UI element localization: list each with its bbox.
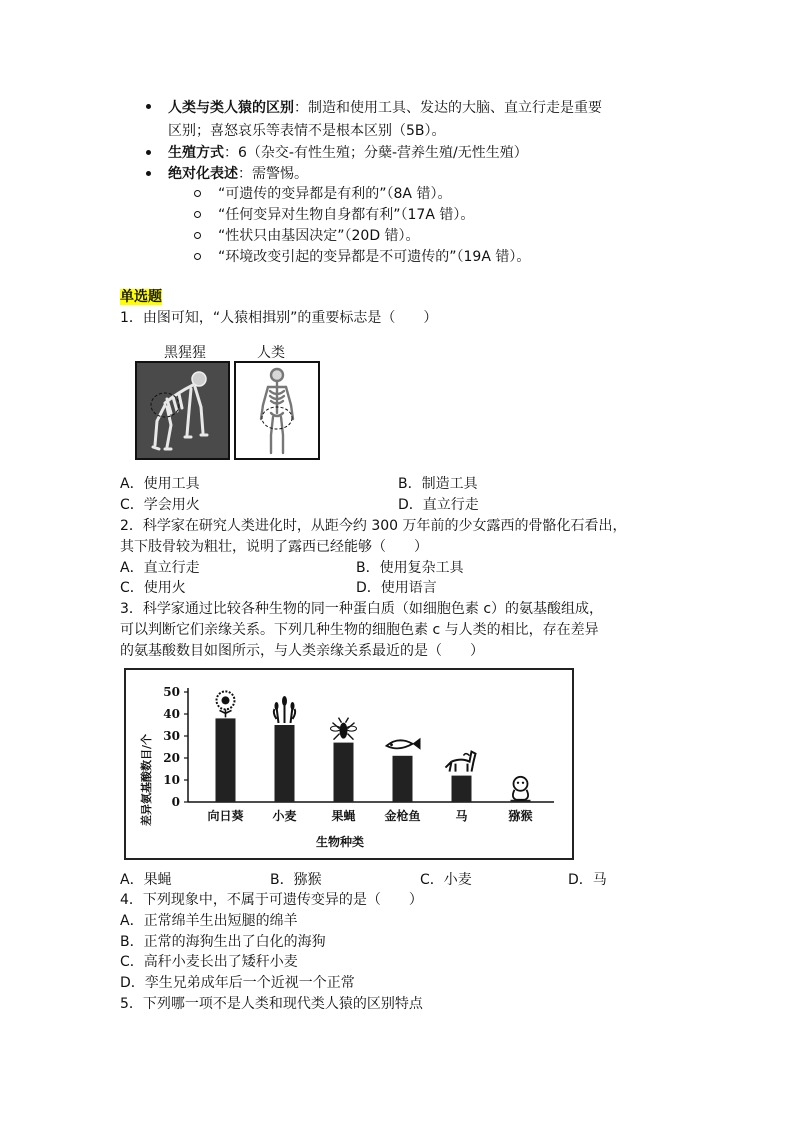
q1-option-b: B．制造工具 [398,476,478,492]
y-axis-label: 差异氨基酸数目/个 [140,733,153,826]
q3-stem-line-2: 可以判断它们亲缘关系。下列几种生物的细胞色素 c 与人类的相比，存在差异 [120,622,599,638]
q2-stem-line-1: 2．科学家在研究人类进化时，从距今约 300 万年前的少女露西的骨骼化石看出， [120,518,627,534]
bullet-dot [146,150,151,155]
sub-bullet-circle [194,232,201,239]
x-tick-label: 向日葵 [207,809,244,823]
q3-option-b: B．猕猴 [270,872,322,888]
section-title [120,286,162,306]
q1-img-label-chimp: 黑猩猩 [164,345,206,361]
q2-option-d: D．使用语言 [356,580,437,596]
q1-option-a: A．使用工具 [120,476,200,492]
chimp-skeleton-icon [137,363,228,458]
bar-小麦 [275,725,295,802]
bar-果蝇 [334,743,354,802]
q2-option-b: B．使用复杂工具 [356,560,464,576]
y-tick-label: 40 [163,707,180,721]
bullet-2-line [168,142,528,162]
bullet-1-text-b: 区别；喜怒哀乐等表情不是根本区别（5B）。 [168,123,446,139]
sub-item-3: “性状只由基因决定”（20D 错）。 [218,228,420,244]
x-tick-label: 金枪鱼 [384,809,421,823]
q1-img-label-human: 人类 [257,345,285,361]
sub-item-1: “可遗传的变异都是有利的”（8A 错）。 [218,186,452,202]
y-tick-label: 0 [171,795,180,809]
y-tick-label: 50 [163,685,180,699]
q3-option-d: D．马 [568,872,607,888]
bullet-1-line-1 [168,97,602,117]
q4-option-c: C．高秆小麦长出了矮秆小麦 [120,954,298,970]
x-axis-label: 生物种类 [315,835,365,849]
chimp-skeleton-image [135,361,230,460]
sub-bullet-circle [194,253,201,260]
q3-stem-line-1: 3．科学家通过比较各种生物的同一种蛋白质（如细胞色素 c）的氨基酸组成， [120,601,604,617]
q4-stem: 4．下列现象中，不属于可遗传变异的是（ ） [120,892,423,908]
x-tick-label: 果蝇 [331,809,356,823]
q4-option-a: A．正常绵羊生出短腿的绵羊 [120,913,298,929]
y-tick-label: 10 [163,773,180,787]
q4-option-b: B．正常的海狗生出了白化的海狗 [120,934,326,950]
bar-马 [452,776,472,802]
bullet-1-text-a: ：制造和使用工具、发达的大脑、直立行走是重要 [294,100,602,116]
q3-option-c: C．小麦 [420,872,472,888]
bullet-2-text: ：6（杂交-有性生殖；分蘖-营养生殖/无性生殖） [224,145,528,161]
sub-item-4: “环境改变引起的变异都是不可遗传的”（19A 错）。 [218,249,531,265]
human-skeleton-icon [236,363,318,458]
sub-item-2: “任何变异对生物自身都有利”（17A 错）。 [218,207,475,223]
y-tick-label: 30 [163,729,180,743]
x-tick-label: 猕猴 [508,809,533,823]
bullet-3-text: ：需警惕。 [238,166,308,182]
q2-option-a: A．直立行走 [120,560,200,576]
q1-option-c: C．学会用火 [120,497,200,513]
x-tick-label: 马 [455,809,468,823]
bullet-dot [146,104,151,109]
section-title-text: 单选题 [120,289,162,305]
q3-option-a: A．果蝇 [120,872,172,888]
q4-option-d: D．孪生兄弟成年后一个近视一个正常 [120,975,355,991]
bullet-3-line [168,163,308,183]
chart-svg [124,668,574,860]
sub-bullet-circle [194,211,201,218]
sub-bullet-circle [194,190,201,197]
q1-stem: 1．由图可知，“人猿相揖别”的重要标志是（ ） [120,310,438,326]
amino-acid-difference-chart [124,668,574,860]
q5-stem: 5．下列哪一项不是人类和现代类人猿的区别特点 [120,996,423,1012]
bullet-2-term: 生殖方式 [168,145,224,161]
bar-金枪鱼 [393,756,413,802]
bullet-3-term: 绝对化表述 [168,166,238,182]
q1-option-d: D．直立行走 [398,497,479,513]
q2-option-c: C．使用火 [120,580,186,596]
q3-stem-line-3: 的氨基酸数目如图所示，与人类亲缘关系最近的是（ ） [120,643,484,659]
y-tick-label: 20 [163,751,180,765]
q2-stem-line-2: 其下肢骨较为粗壮，说明了露西已经能够（ ） [120,539,428,555]
x-tick-label: 小麦 [272,809,297,823]
bullet-1-term: 人类与类人猿的区别 [168,100,294,116]
human-skeleton-image [234,361,320,460]
bullet-dot [146,171,151,176]
bar-向日葵 [216,718,236,802]
